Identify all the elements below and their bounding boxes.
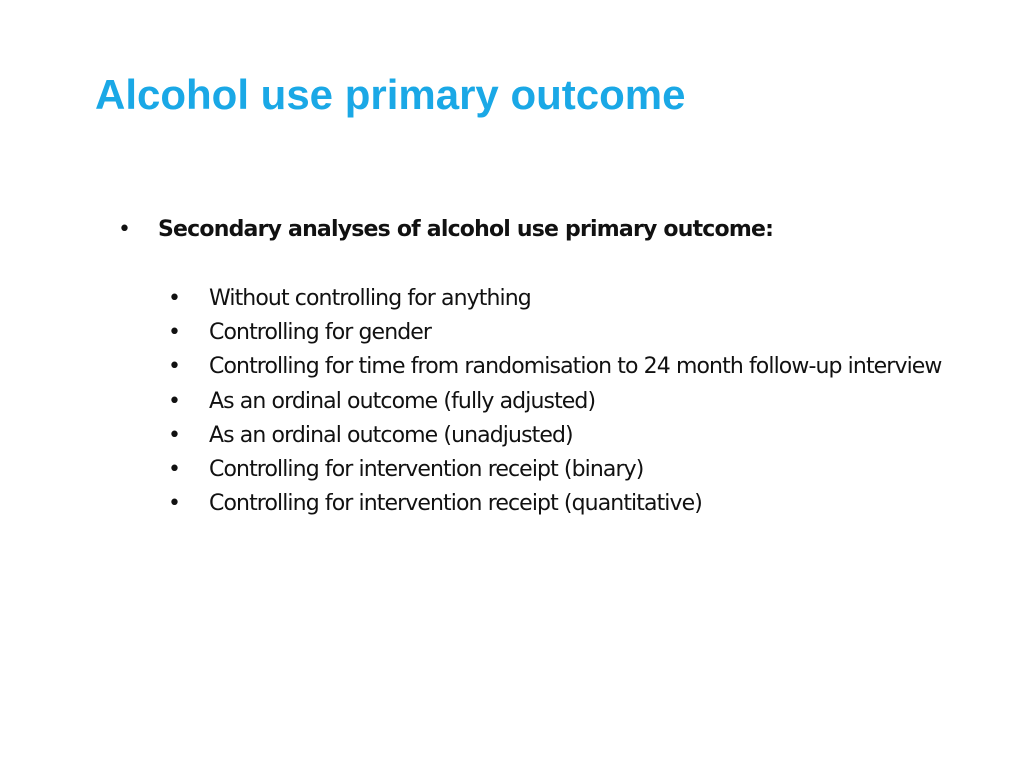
- list-item-label: Without controlling for anything: [209, 286, 531, 311]
- list-item: [168, 487, 958, 521]
- list-item-label: Controlling for time from randomisation to 24 month follow-up interview: [209, 354, 942, 380]
- main-bullet-label: Secondary analyses of alcohol use primary outcome:: [158, 217, 774, 242]
- bullet-icon: •: [168, 320, 181, 346]
- slide-title: Alcohol use primary outcome: [95, 71, 686, 118]
- bullet-icon: •: [168, 286, 181, 311]
- bullet-icon: •: [168, 457, 181, 483]
- list-item: [168, 385, 958, 419]
- list-item-label: Controlling for intervention receipt (binary): [209, 457, 644, 483]
- main-bullet-point: [118, 214, 978, 246]
- sub-bullet-list: [168, 282, 958, 521]
- list-item: [168, 419, 958, 453]
- list-item-label: Controlling for intervention receipt (quantitative): [209, 491, 702, 517]
- bullet-icon: •: [168, 422, 181, 448]
- list-item-label: As an ordinal outcome (fully adjusted): [209, 388, 596, 414]
- bullet-icon: •: [168, 354, 181, 380]
- bullet-icon: •: [118, 217, 131, 242]
- list-item-label: As an ordinal outcome (unadjusted): [209, 422, 573, 448]
- list-item: [168, 350, 958, 384]
- list-item: [168, 453, 958, 487]
- bullet-icon: •: [168, 388, 181, 414]
- bullet-icon: •: [168, 491, 181, 517]
- list-item-label: Controlling for gender: [209, 320, 432, 346]
- list-item: [168, 282, 958, 316]
- list-item: [168, 316, 958, 350]
